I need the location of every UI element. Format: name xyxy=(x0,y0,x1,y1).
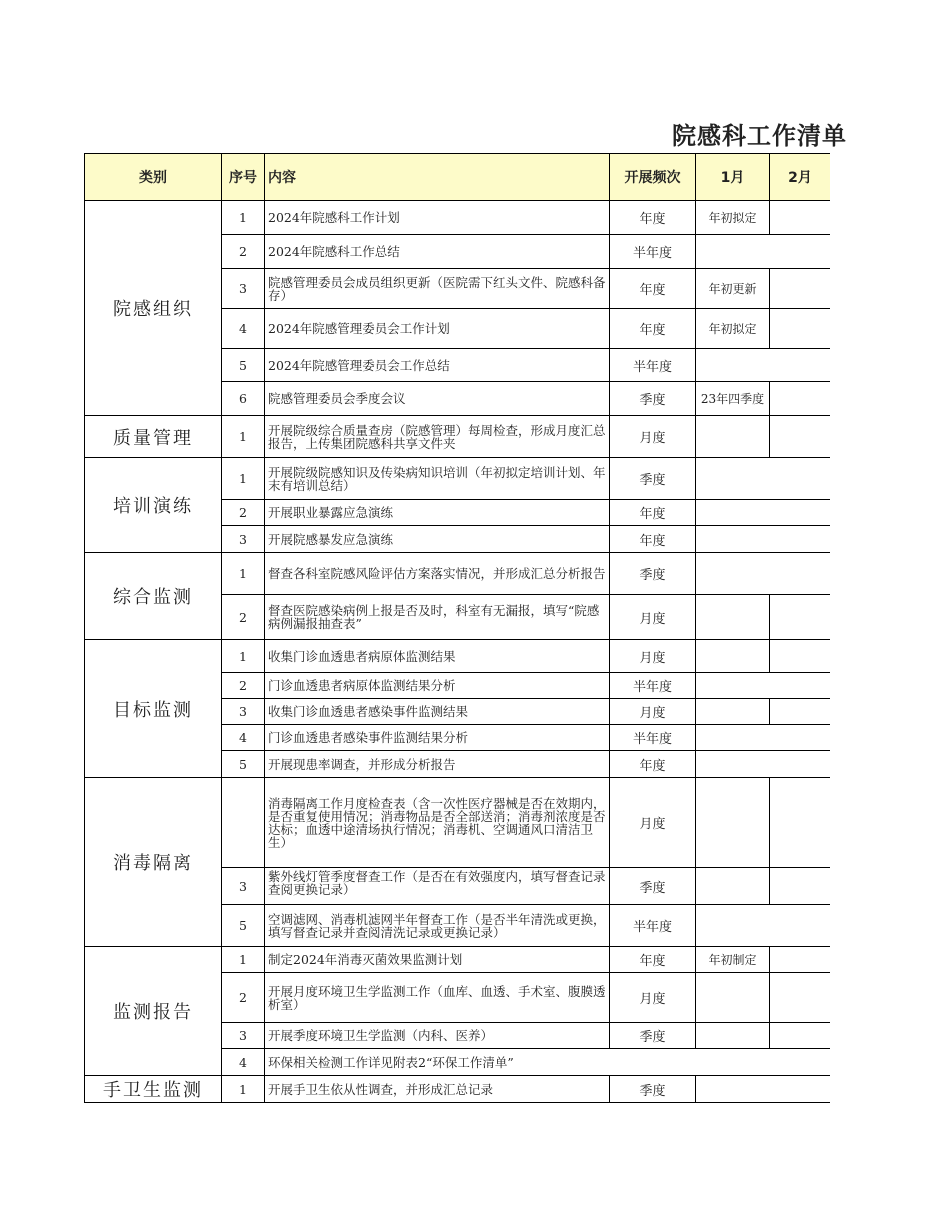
row-content-cell[interactable]: 消毒隔离工作月度检查表（含一次性医疗器械是否在效期内，是否重复使用情况；消毒物品是否全部送消；消毒剂浓度是否达标；血透中途清场执行情况；消毒机、空调通风口清洁卫生） xyxy=(265,778,610,868)
row-frequency-cell[interactable]: 年度 xyxy=(610,751,696,778)
row-feb-cell[interactable] xyxy=(770,947,831,973)
row-feb-cell[interactable] xyxy=(770,973,831,1023)
row-jan-cell[interactable] xyxy=(696,458,831,500)
row-content-cell[interactable]: 院感管理委员会成员组织更新（医院需下红头文件、院感科备存） xyxy=(265,269,610,309)
header-frequency[interactable]: 开展频次 xyxy=(610,154,696,201)
header-feb[interactable]: 2月 xyxy=(770,154,831,201)
row-jan-cell[interactable] xyxy=(696,416,770,458)
row-feb-cell[interactable] xyxy=(770,269,831,309)
table-row xyxy=(85,458,831,500)
row-content-cell[interactable]: 2024年院感科工作总结 xyxy=(265,235,610,269)
header-jan[interactable]: 1月 xyxy=(696,154,770,201)
row-no-cell[interactable]: 1 xyxy=(222,416,265,458)
header-no[interactable]: 序号 xyxy=(222,154,265,201)
row-jan-cell[interactable] xyxy=(696,973,770,1023)
row-no-cell[interactable]: 1 xyxy=(222,1076,265,1103)
row-content-cell[interactable]: 督查各科室院感风险评估方案落实情况，并形成汇总分析报告 xyxy=(265,553,610,595)
row-jan-cell[interactable] xyxy=(696,500,831,526)
row-frequency-cell[interactable]: 月度 xyxy=(610,973,696,1023)
category-cell[interactable]: 手卫生监测 xyxy=(85,1076,222,1103)
table-row xyxy=(85,947,831,973)
row-feb-cell[interactable] xyxy=(770,868,831,905)
table-row xyxy=(85,640,831,673)
row-no-cell[interactable]: 6 xyxy=(222,382,265,416)
row-jan-cell[interactable] xyxy=(696,778,770,868)
row-content-cell[interactable]: 开展季度环境卫生学监测（内科、医养） xyxy=(265,1023,610,1049)
row-frequency-cell[interactable]: 年度 xyxy=(610,269,696,309)
header-category[interactable]: 类别 xyxy=(85,154,222,201)
row-jan-cell[interactable] xyxy=(696,905,831,947)
row-jan-cell[interactable] xyxy=(696,751,831,778)
row-jan-cell[interactable] xyxy=(696,553,831,595)
row-jan-cell[interactable] xyxy=(696,640,770,673)
category-cell[interactable]: 培训演练 xyxy=(85,458,222,553)
table-row xyxy=(85,1076,831,1103)
row-feb-cell[interactable] xyxy=(770,640,831,673)
row-frequency-cell[interactable]: 半年度 xyxy=(610,725,696,751)
row-feb-cell[interactable] xyxy=(770,1023,831,1049)
category-cell[interactable]: 质量管理 xyxy=(85,416,222,458)
row-content-cell[interactable]: 院感管理委员会季度会议 xyxy=(265,382,610,416)
row-feb-cell[interactable] xyxy=(770,416,831,458)
row-no-cell[interactable]: 1 xyxy=(222,458,265,500)
row-jan-cell[interactable]: 年初拟定 xyxy=(696,201,770,235)
work-list-table xyxy=(84,153,830,1103)
row-no-cell[interactable]: 1 xyxy=(222,640,265,673)
row-jan-cell[interactable] xyxy=(696,725,831,751)
row-frequency-cell[interactable]: 年度 xyxy=(610,526,696,553)
row-content-cell[interactable]: 督查医院感染病例上报是否及时，科室有无漏报，填写“院感病例漏报抽查表” xyxy=(265,595,610,640)
category-cell[interactable]: 综合监测 xyxy=(85,553,222,640)
row-frequency-cell[interactable]: 月度 xyxy=(610,640,696,673)
row-frequency-cell[interactable]: 半年度 xyxy=(610,349,696,382)
row-content-cell[interactable]: 开展月度环境卫生学监测工作（血库、血透、手术室、腹膜透析室） xyxy=(265,973,610,1023)
table-row xyxy=(85,201,831,235)
row-frequency-cell[interactable]: 月度 xyxy=(610,699,696,725)
row-content-cell[interactable]: 空调滤网、消毒机滤网半年督查工作（是否半年清洗或更换，填写督查记录并查阅清洗记录或更换记录） xyxy=(265,905,610,947)
row-no-cell[interactable]: 3 xyxy=(222,526,265,553)
row-feb-cell[interactable] xyxy=(770,382,831,416)
row-no-cell[interactable]: 2 xyxy=(222,595,265,640)
row-no-cell[interactable]: 1 xyxy=(222,947,265,973)
row-jan-cell[interactable] xyxy=(696,868,770,905)
row-content-cell[interactable]: 开展院级综合质量查房（院感管理）每周检查，形成月度汇总报告，上传集团院感科共享文件夹 xyxy=(265,416,610,458)
row-no-cell[interactable]: 1 xyxy=(222,201,265,235)
row-content-text: 紫外线灯管季度督查工作（是否在有效强度内，填写督查记录查阅更换记录） xyxy=(268,869,606,897)
row-no-cell[interactable] xyxy=(222,778,265,868)
row-no-cell[interactable]: 3 xyxy=(222,269,265,309)
row-jan-cell[interactable]: 年初制定 xyxy=(696,947,770,973)
row-no-cell[interactable]: 5 xyxy=(222,349,265,382)
row-feb-cell[interactable] xyxy=(770,778,831,868)
row-content-cell[interactable]: 开展院感暴发应急演练 xyxy=(265,526,610,553)
row-no-cell[interactable]: 5 xyxy=(222,905,265,947)
row-content-cell[interactable]: 2024年院感管理委员会工作计划 xyxy=(265,309,610,349)
row-no-cell[interactable]: 3 xyxy=(222,868,265,905)
category-cell[interactable]: 目标监测 xyxy=(85,640,222,778)
table-row xyxy=(85,416,831,458)
row-no-cell[interactable]: 4 xyxy=(222,725,265,751)
row-no-cell[interactable]: 1 xyxy=(222,553,265,595)
row-no-cell[interactable]: 2 xyxy=(222,235,265,269)
category-cell[interactable]: 院感组织 xyxy=(85,201,222,416)
work-list-table-viewport xyxy=(84,153,830,1103)
row-jan-cell[interactable] xyxy=(696,349,831,382)
row-frequency-cell[interactable]: 半年度 xyxy=(610,673,696,699)
row-feb-cell[interactable] xyxy=(770,309,831,349)
row-frequency-cell[interactable]: 月度 xyxy=(610,595,696,640)
row-frequency-cell[interactable]: 月度 xyxy=(610,416,696,458)
row-no-cell[interactable]: 4 xyxy=(222,1049,265,1076)
category-cell[interactable]: 消毒隔离 xyxy=(85,778,222,947)
row-no-cell[interactable]: 2 xyxy=(222,500,265,526)
row-content-cell[interactable]: 开展院级院感知识及传染病知识培训（年初拟定培训计划、年末有培训总结） xyxy=(265,458,610,500)
row-no-cell[interactable]: 2 xyxy=(222,673,265,699)
row-no-cell[interactable]: 3 xyxy=(222,699,265,725)
row-frequency-cell[interactable]: 季度 xyxy=(610,553,696,595)
row-jan-cell[interactable] xyxy=(696,673,831,699)
row-frequency-cell[interactable]: 年度 xyxy=(610,201,696,235)
row-no-cell[interactable]: 5 xyxy=(222,751,265,778)
row-frequency-cell[interactable]: 半年度 xyxy=(610,905,696,947)
row-frequency-cell[interactable]: 月度 xyxy=(610,778,696,868)
row-no-cell[interactable]: 3 xyxy=(222,1023,265,1049)
row-content-cell[interactable]: 收集门诊血透患者感染事件监测结果 xyxy=(265,699,610,725)
row-content-cell[interactable]: 开展现患率调查，并形成分析报告 xyxy=(265,751,610,778)
header-row xyxy=(85,154,831,201)
row-content-cell[interactable]: 门诊血透患者感染事件监测结果分析 xyxy=(265,725,610,751)
category-cell[interactable]: 监测报告 xyxy=(85,947,222,1076)
row-content-cell[interactable] xyxy=(265,868,610,905)
row-no-cell[interactable]: 4 xyxy=(222,309,265,349)
row-feb-cell[interactable] xyxy=(770,699,831,725)
row-frequency-cell[interactable]: 年度 xyxy=(610,309,696,349)
row-frequency-cell[interactable]: 季度 xyxy=(610,1023,696,1049)
row-content-cell[interactable]: 收集门诊血透患者病原体监测结果 xyxy=(265,640,610,673)
row-content-cell[interactable]: 环保相关检测工作详见附表2“环保工作清单” xyxy=(265,1049,831,1076)
row-feb-cell[interactable] xyxy=(770,595,831,640)
row-jan-cell[interactable]: 年初更新 xyxy=(696,269,770,309)
row-frequency-cell[interactable]: 半年度 xyxy=(610,235,696,269)
row-frequency-cell[interactable]: 季度 xyxy=(610,868,696,905)
row-jan-cell[interactable] xyxy=(696,595,770,640)
row-jan-cell[interactable] xyxy=(696,699,770,725)
row-feb-cell[interactable] xyxy=(770,201,831,235)
header-content[interactable]: 内容 xyxy=(265,154,610,201)
row-content-cell[interactable]: 2024年院感科工作计划 xyxy=(265,201,610,235)
row-jan-cell[interactable] xyxy=(696,526,831,553)
row-content-cell[interactable]: 2024年院感管理委员会工作总结 xyxy=(265,349,610,382)
row-frequency-cell[interactable]: 年度 xyxy=(610,947,696,973)
row-frequency-cell[interactable]: 季度 xyxy=(610,458,696,500)
row-jan-cell[interactable] xyxy=(696,235,831,269)
row-jan-cell[interactable] xyxy=(696,1023,770,1049)
table-row xyxy=(85,553,831,595)
row-no-cell[interactable]: 2 xyxy=(222,973,265,1023)
row-jan-cell[interactable]: 23年四季度 xyxy=(696,382,770,416)
sheet-title: 院感科工作清单 xyxy=(672,122,847,150)
row-frequency-cell[interactable]: 季度 xyxy=(610,382,696,416)
row-content-cell[interactable]: 门诊血透患者病原体监测结果分析 xyxy=(265,673,610,699)
row-content-cell[interactable]: 开展职业暴露应急演练 xyxy=(265,500,610,526)
row-jan-cell[interactable]: 年初拟定 xyxy=(696,309,770,349)
row-frequency-cell[interactable]: 季度 xyxy=(610,1076,696,1103)
row-content-cell[interactable]: 开展手卫生依从性调查，并形成汇总记录 xyxy=(265,1076,610,1103)
row-content-cell[interactable]: 制定2024年消毒灭菌效果监测计划 xyxy=(265,947,610,973)
table-row xyxy=(85,778,831,868)
row-frequency-cell[interactable]: 年度 xyxy=(610,500,696,526)
row-jan-cell[interactable] xyxy=(696,1076,831,1103)
